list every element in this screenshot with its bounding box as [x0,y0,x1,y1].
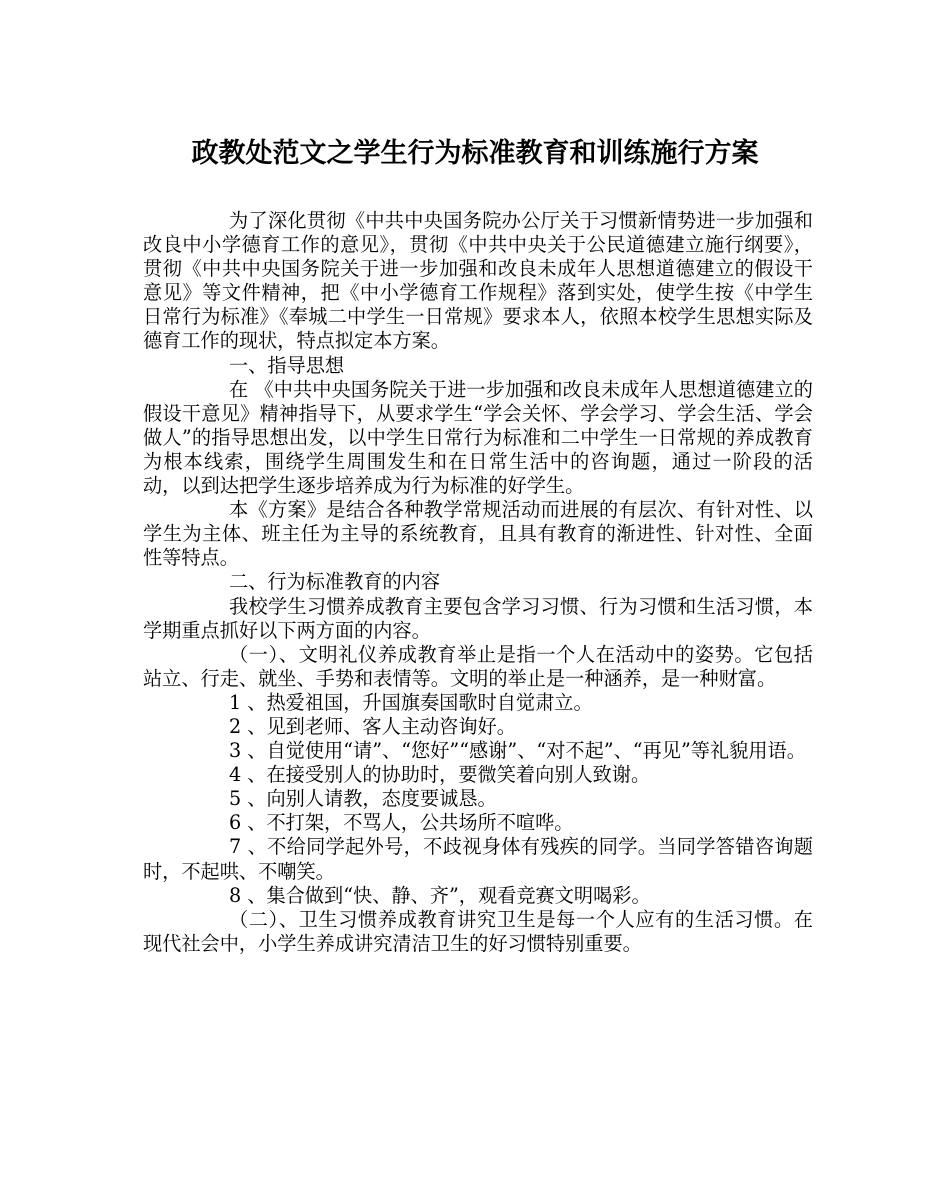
guiding-ideology-paragraph: 在 《中共中央国务院关于进一步加强和改良未成年人思想道德建立的假设干意见》精神指导下，从要求学生“学会关怀、学会学习、学会生活、学会做人”的指导思想出发，以中学生日常行为标准和二中学生一日常规的养成教育为根本线索，围绕学生周围发生和在日常生活中的咨询题，通过一阶段的活动，以到达把学生逐步培养成为行为标准的好学生。 [143,377,813,498]
plan-description-paragraph: 本《方案》是结合各种教学常规活动而进展的有层次、有针对性、以学生为主体、班主任为主导的系统教育，且具有教育的渐进性、针对性、全面性等特点。 [143,498,813,570]
list-item: 3 、自觉使用“请”、“您好”“感谢”、“对不起”、“再见”等礼貌用语。 [229,739,806,763]
section-heading-education-content: 二、行为标准教育的内容 [229,570,441,594]
intro-paragraph: 为了深化贯彻《中共中央国务院办公厅关于习惯新情势进一步加强和改良中小学德育工作的意见》，贯彻《中共中央关于公民道德建立施行纲要》，贯彻《中共中央国务院关于进一步加强和改良未成年人思想道德建立的假设干意见》等文件精神，把《中小学德育工作规程》落到实处，使学生按《中学生日常行为标准》《奉城二中学生一日常规》要求本人，依照本校学生思想实际及德育工作的现状，特点拟定本方案。 [143,209,813,353]
education-content-paragraph: 我校学生习惯养成教育主要包含学习习惯、行为习惯和生活习惯，本学期重点抓好以下两方面的内容。 [143,594,813,642]
document-body [143,209,813,956]
list-item: 7 、不给同学起外号，不歧视身体有残疾的同学。当同学答错咨询题时，不起哄、不嘲笑。 [143,835,813,883]
list-item: 1 、热爱祖国，升国旗奏国歌时自觉肃立。 [229,690,593,714]
hygiene-habits-paragraph: （二）、卫生习惯养成教育讲究卫生是每一个人应有的生活习惯。在现代社会中，小学生养成讲究清洁卫生的好习惯特别重要。 [143,907,813,955]
list-item: 2 、见到老师、客人主动咨询好。 [229,714,516,738]
document-title: 政教处范文之学生行为标准教育和训练施行方案 [191,138,759,169]
list-item: 6 、不打架，不骂人，公共场所不喧哗。 [229,811,574,835]
list-item: 8 、集合做到“快、静、齐”，观看竞赛文明喝彩。 [229,883,651,907]
list-item: 5 、向别人请教，态度要诚恳。 [229,787,497,811]
civility-etiquette-paragraph: （一）、文明礼仪养成教育举止是指一个人在活动中的姿势。它包括站立、行走、就坐、手势和表情等。文明的举止是一种涵养，是一种财富。 [143,642,813,690]
list-item: 4 、在接受别人的协助时，要微笑着向别人致谢。 [229,763,651,787]
section-heading-guiding-ideology: 一、指导思想 [229,353,345,377]
